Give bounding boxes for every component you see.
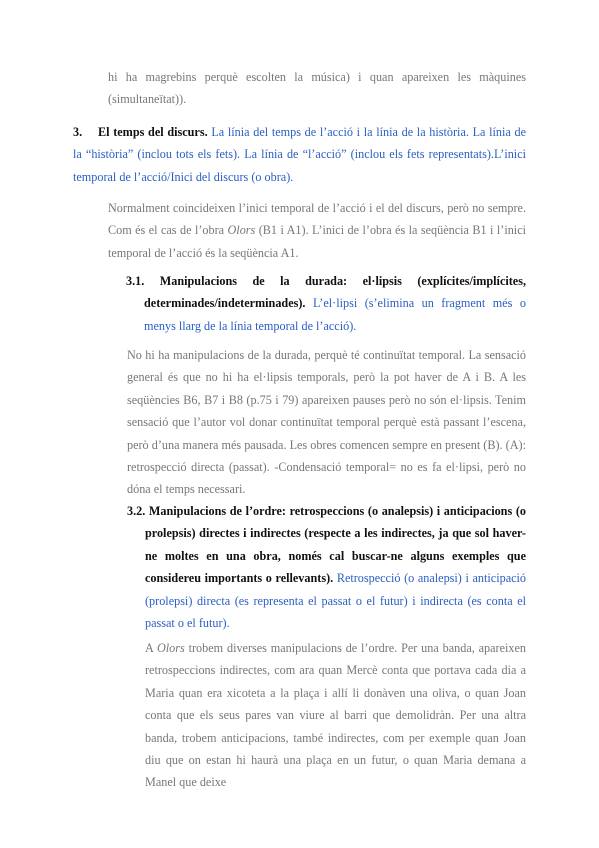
work-title-olors: Olors: [156, 641, 185, 655]
section-3-1-title: 3.1. Manipulacions de la durada: el·lipsis (explícites/implícites, determinades/indeterminades).: [126, 274, 526, 311]
section-3-2-title: 3.2. Manipulacions de l’ordre: retrospeccions (o analepsis) i anticipacions (o prolepsis) directes i indirectes (respecte a les indirectes, ja que sol haver-ne moltes en una obra, només cal buscar-ne alguns exemples que considereu importants o rellevants).: [127, 504, 526, 586]
section-3-question: [73, 121, 526, 188]
section-3-1-prompt: L’el·lipsi (s’elimina un fragment més o menys llarg de la línia temporal de l’acció).: [144, 296, 527, 333]
section-3-2-question: [127, 500, 526, 634]
intro-paragraph: hi ha magrebins perquè escolten la música) i quan apareixen les màquines (simultaneïtat)).: [108, 70, 526, 107]
section-3-2-prompt: Retrospecció (o analepsi) i anticipació (prolepsi) directa (es representa el passat o el futur) i indirecta (es conta el passat o el futur).: [145, 571, 526, 631]
section-3-title: El temps del discurs.: [98, 125, 208, 139]
section-3-answer: Normalment coincideixen l’inici temporal de l’acció i el del discurs, però no sempre. Com és el cas de l’obra Olors (B1 i A1). L’inici de l’obra és la seqüència B1 i l’inici temporal de l’acció és la seqüència A1.: [108, 201, 526, 260]
section-3-1-question: [126, 270, 527, 337]
section-3-1-answer: No hi ha manipulacions de la durada, perquè té continuïtat temporal. La sensació general és que no hi ha el·lipsis temporals, però la pot haver de A i B. A les seqüències B6, B7 i B8 (p.75 i 79) apareixen pauses però no són el·lipsis. Tenim sensació que l’autor vol donar continuïtat temporal perquè està passant l’escena, però d’una manera més pausada. Les obres comencen sempre en present (B). (A): retrospecció directa (passat). -Condensació temporal= no es fa el·lipsi, però no dóna el temps necessari.: [127, 348, 526, 497]
section-3-prompt: La línia del temps de l’acció i la línia de la història. La línia de la “història” (inclou tots els fets). La línia de “l’acció” (inclou els fets representats).L’inici temporal de l’acció/Inici del discurs (o obra).: [73, 125, 527, 184]
section-3-number: 3.: [73, 125, 83, 139]
section-3-2-answer: A Olors trobem diverses manipulacions de l’ordre. Per una banda, apareixen retrospeccions indirectes, com ara quan Mercè conta que portava cada dia a Maria quan era xicoteta a la plaça i allí li donàven una oliva, o quan Joan conta que els seus pares van viure al barri que demolidràn. Per una altra banda, trobem anticipacions, també indirectes, com per exemple quan Joan diu que on estan hi haurà una plaça en un futur, o quan Maria demana a Manel que deixe: [145, 641, 526, 790]
work-title-olors: Olors: [227, 223, 256, 238]
